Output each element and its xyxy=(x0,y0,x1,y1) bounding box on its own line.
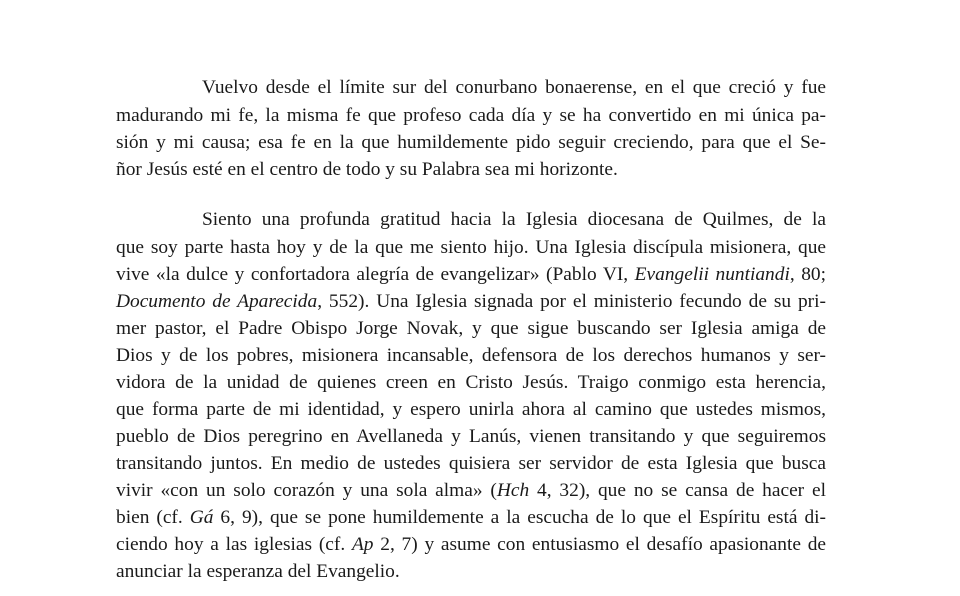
paragraph-2-line-6: Dios y de los pobres, misionera incansable, defensora de los derechos humanos y ser- xyxy=(116,345,826,366)
line-3-text-a: vive «la dulce y confortadora alegría de evangelizar» (Pablo VI, xyxy=(116,264,635,285)
paragraph-1-line-3: sión y mi causa; esa fe en la que humildemente pido seguir creciendo, para que el Se- xyxy=(116,132,826,153)
paragraph-1-line-2: madurando mi fe, la misma fe que profeso cada día y se ha convertido en mi única pa- xyxy=(116,105,826,126)
paragraph-2-line-9: pueblo de Dios peregrino en Avellaneda y Lanús, vienen transitando y que seguiremos xyxy=(116,426,826,447)
line-4-text-b: , 552). Una Iglesia signada por el ministerio fecundo de su pri- xyxy=(317,291,826,312)
paragraph-2-line-14: anunciar la esperanza del Evangelio. xyxy=(116,561,400,582)
paragraph-2-line-3 xyxy=(116,263,826,287)
paragraph-2-line-1: Siento una profunda gratitud hacia la Iglesia diocesana de Quilmes, de la xyxy=(202,209,826,230)
line-11-text-a: vivir «con un solo corazón y una sola alma» ( xyxy=(116,480,497,501)
line-12-text-a: bien (cf. xyxy=(116,507,190,528)
citation-ap: Ap xyxy=(351,534,374,555)
paragraph-2-line-2: que soy parte hasta hoy y de la que me siento hijo. Una Iglesia discípula misionera, que xyxy=(116,237,826,258)
paragraph-2-line-5: mer pastor, el Padre Obispo Jorge Novak, y que sigue buscando ser Iglesia amiga de xyxy=(116,318,826,339)
citation-evangelii-nuntiandi: Evangelii nuntiandi xyxy=(634,264,790,285)
paragraph-2-line-10: transitando juntos. En medio de ustedes quisiera ser servidor de esta Iglesia que busca xyxy=(116,453,826,474)
paragraph-2-line-12 xyxy=(116,506,826,530)
citation-ga: Gá xyxy=(189,507,214,528)
line-12-text-b: 6, 9), que se pone humildemente a la escucha de lo que el Espíritu está di- xyxy=(213,507,826,528)
line-13-text-a: ciendo hoy a las iglesias (cf. xyxy=(116,534,352,555)
citation-documento-de-aparecida: Documento de Aparecida xyxy=(116,291,318,312)
line-3-text-b: , 80; xyxy=(789,264,826,285)
paragraph-2-line-7: vidora de la unidad de quienes creen en Cristo Jesús. Traigo conmigo esta herencia, xyxy=(116,372,826,393)
paragraph-1-line-4: ñor Jesús esté en el centro de todo y su Palabra sea mi horizonte. xyxy=(116,159,618,180)
paragraph-2-line-8: que forma parte de mi identidad, y espero unirla ahora al camino que ustedes mismos, xyxy=(116,399,826,420)
line-13-text-b: 2, 7) y asume con entusiasmo el desafío apasionante de xyxy=(373,534,826,555)
paragraph-2-line-4 xyxy=(116,290,826,314)
paragraph-2-line-13 xyxy=(116,533,826,557)
paragraph-1-line-1: Vuelvo desde el límite sur del conurbano bonaerense, en el que creció y fue xyxy=(202,77,826,98)
paragraph-2-line-11 xyxy=(116,479,826,503)
citation-hch: Hch xyxy=(496,480,530,501)
line-11-text-b: 4, 32), que no se cansa de hacer el xyxy=(529,480,826,501)
